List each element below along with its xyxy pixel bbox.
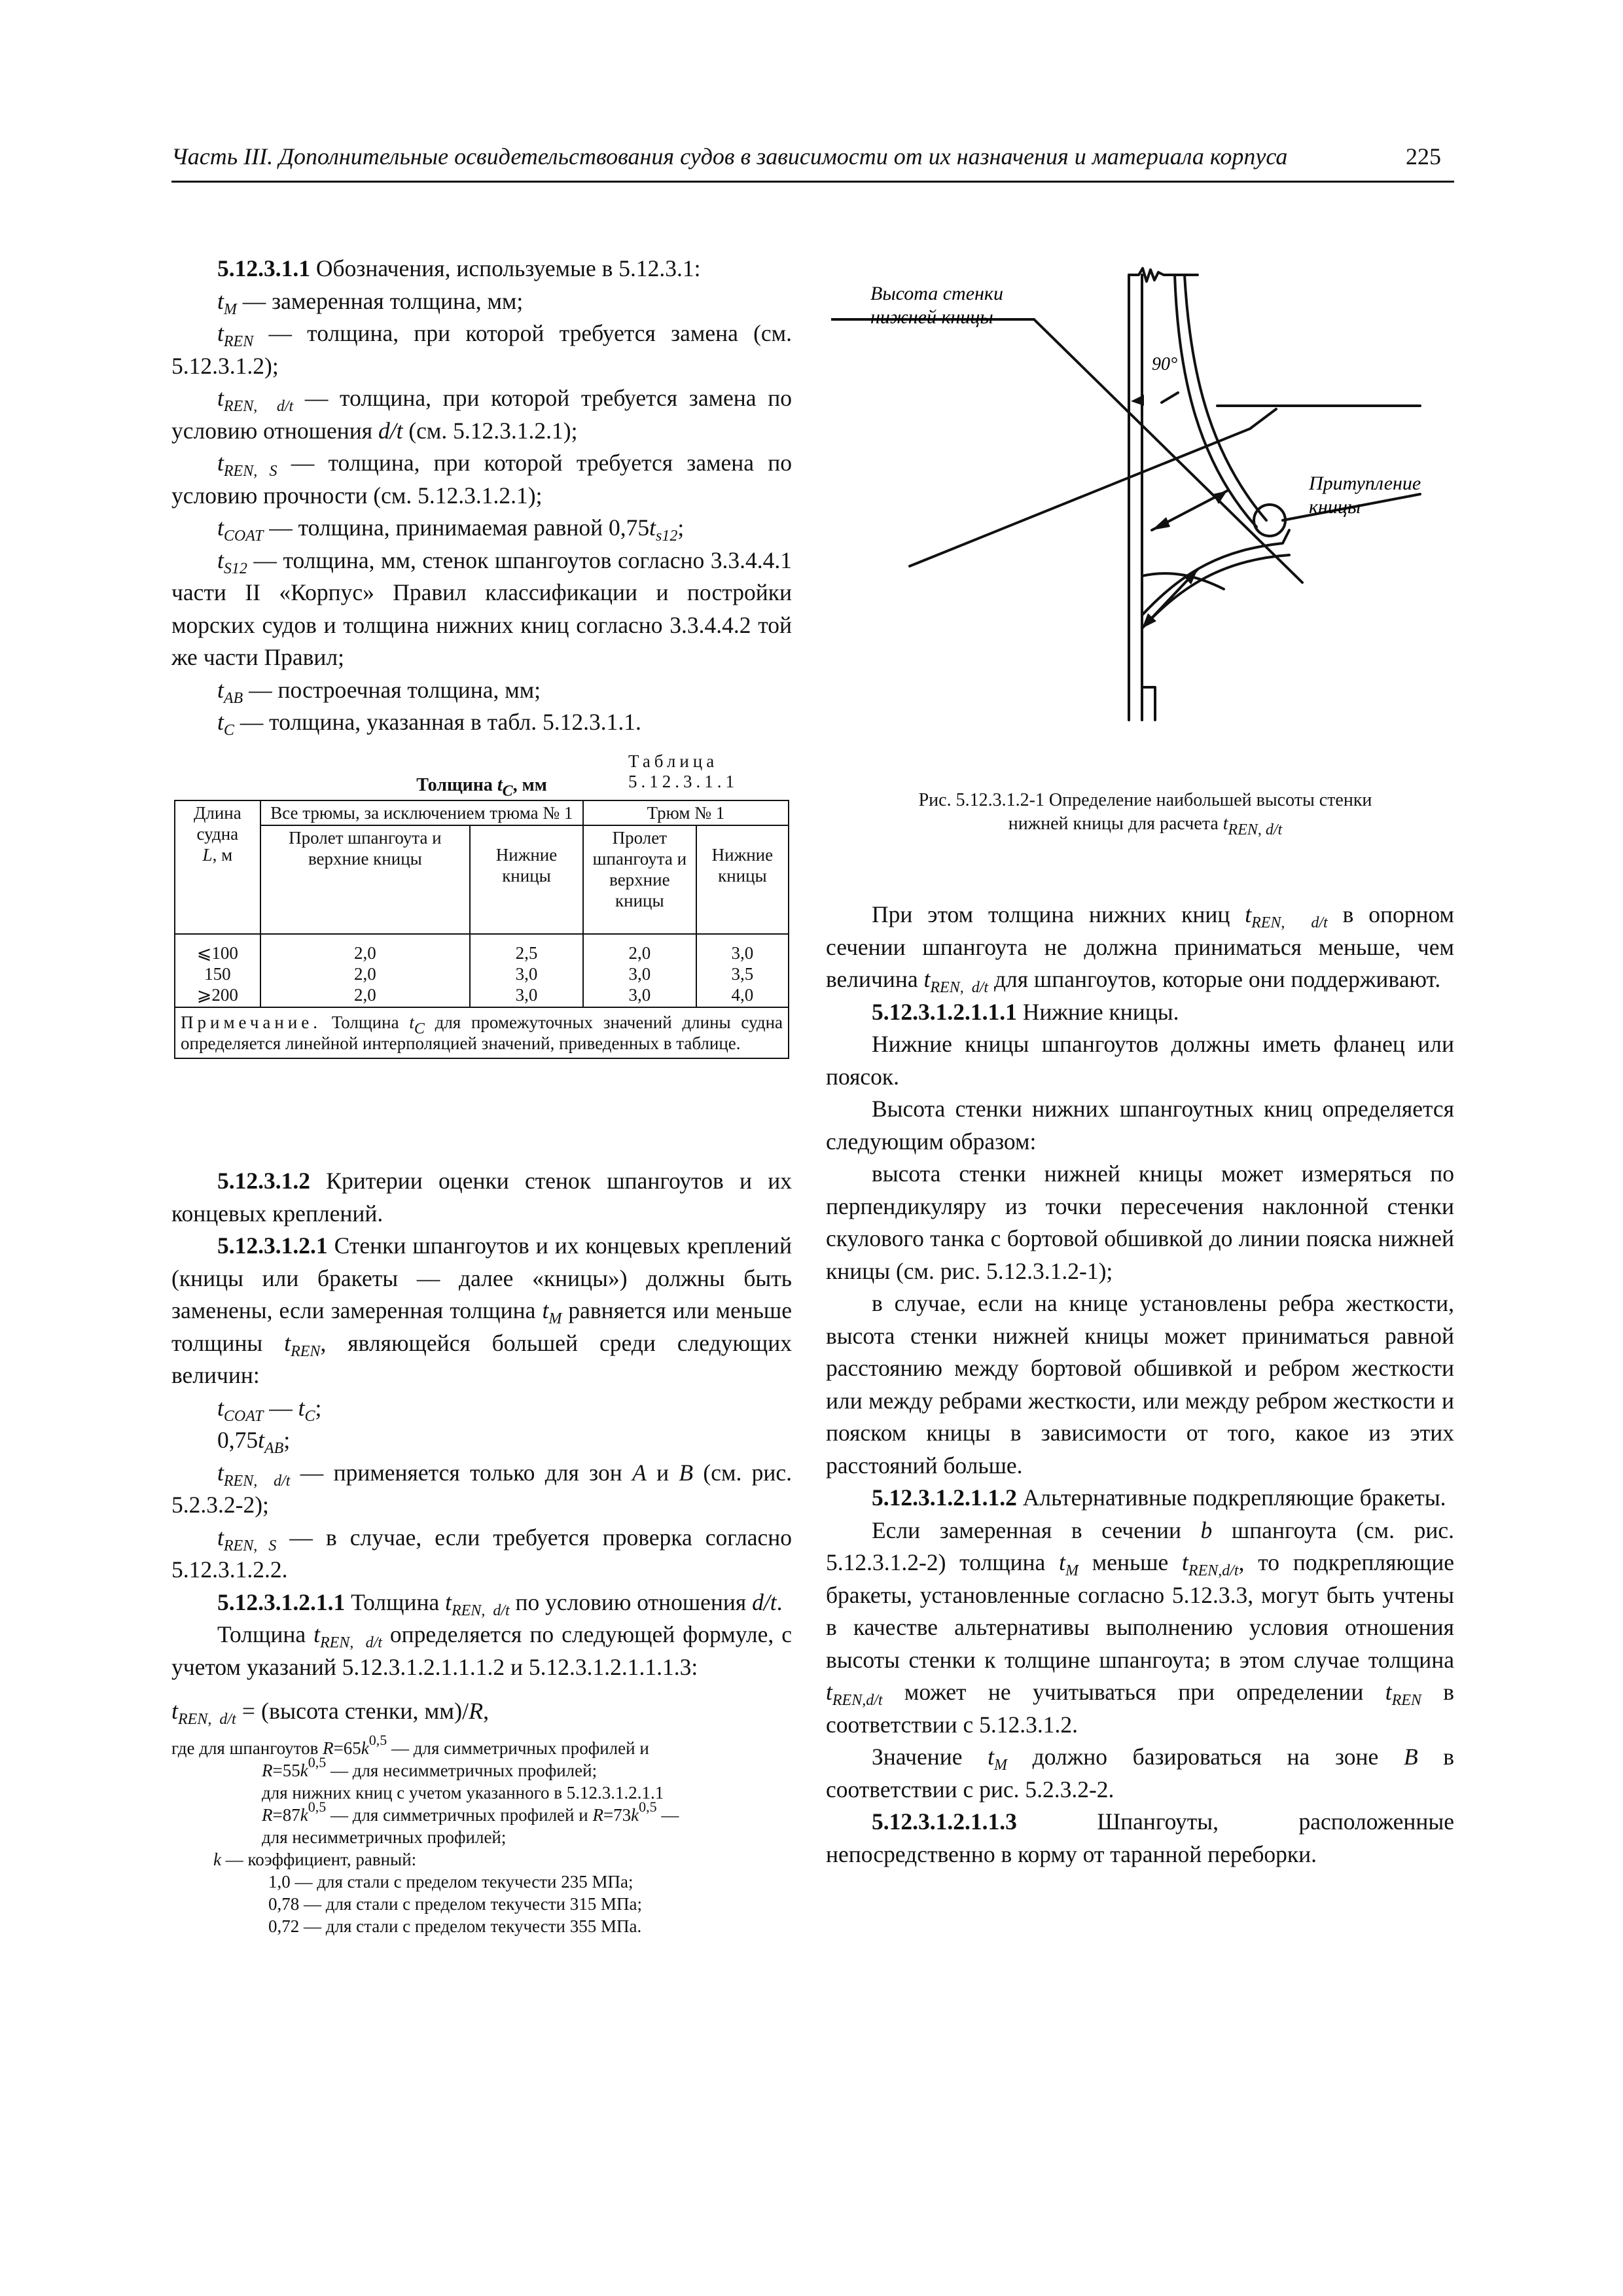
- th-lower-2: Нижние кницы: [696, 825, 789, 934]
- para-formula-intro: Толщина $t_{REN, d/t}$ определяется по следующей формуле, с учетом указаний 5.12.3.1.2.1.1.1.2 и 5.12.3.1.2.1.1.1.3:: [171, 1621, 792, 1680]
- def-tab: $t_{AB}$ — построечная толщина, мм;: [217, 676, 541, 707]
- th-span-upper-2: Пролет шпангоута и верхние кницы: [583, 825, 696, 934]
- fig-label-angle: 90°: [1152, 354, 1178, 374]
- page-number: 225: [1406, 143, 1441, 170]
- th-hold1: Трюм № 1: [583, 800, 789, 825]
- header-title: Часть III. Дополнительные освидетельствования судов в зависимости от их назначения и материала корпуса: [171, 143, 1288, 170]
- thickness-table: [174, 800, 789, 1059]
- list-075: $0,75t_{AB}$;: [217, 1427, 291, 1457]
- formula-notes: где для шпангоутов $R=65k^{0,5}$ — для симметричных профилей и $R=55k^{0,5}$ — для несимметричных профилей; для нижних книц с учетом указанного в 5.12.3.1.2.1.1 $R=87k^{0,5}$ — для симметричных профилей и $R=73k^{0,5}$ — для несимметричных профилей; k — коэффициент, равный: 1,0 — для стали с пределом текучести 235 МПа; 0,78 — для стали с пределом текучести 315 МПа; 0,72 — для стали с пределом текучести 355 МПа.: [171, 1731, 679, 1936]
- left-column-lower: [171, 1165, 792, 1937]
- para-5-12-3-1-2-1-1: 5.12.3.1.2.1.1 Толщина $t_{REN, d/t}$ по условию отношения d/t.: [217, 1588, 783, 1619]
- break-line: [1129, 268, 1198, 281]
- def-tren-s: $t_{REN, S}$ — толщина, при которой требуется замена по условию прочности (см. 5.12.3.1.2.1);: [171, 450, 793, 509]
- para-right-4: высота стенки нижней кницы может измеряться по перпендикуляру из точки пересечения наклонной стенки скулового танка с бортовой обшивкой до линии пояска нижней кницы (см. рис. 5.12.3.1.2-1);: [826, 1160, 1454, 1284]
- running-header: [171, 139, 1454, 183]
- para-5-12-3-1-2-1-1-1: 5.12.3.1.2.1.1.1 Нижние кницы.: [872, 998, 1179, 1025]
- para-5-12-3-1-2-1-1-3: 5.12.3.1.2.1.1.3 Шпангоуты, расположенные непосредственно в корму от таранной переборки.: [826, 1808, 1454, 1867]
- def-ts12: $t_{S12}$ — толщина, мм, стенок шпангоутов согласно 3.3.4.4.1 части II «Корпус» Правил классификации и постройки морских судов и толщина нижних книц согласно 3.3.4.4.2 той же части Правил;: [171, 547, 792, 670]
- inclined-line: [910, 429, 1250, 566]
- para-5-12-3-1-2-1-1-2: 5.12.3.1.2.1.1.2 Альтернативные подкрепляющие бракеты.: [872, 1484, 1446, 1511]
- para-right-5: в случае, если на книце установлены ребра жесткости, высота стенки нижней кницы может приниматься равной расстоянию между бортовой обшивкой и ребром жесткости или между ребрами жесткости, или между ребром жесткости и пояском кницы в зависимости от того, какое из этих расстояний больше.: [826, 1290, 1454, 1479]
- fig-label-blunt: Притупление кницы: [1309, 473, 1421, 518]
- def-tm: $t_M$ — замеренная толщина, мм;: [217, 287, 524, 318]
- th-all-holds: Все трюмы, за исключением трюма № 1: [260, 800, 583, 825]
- th-span-upper: Пролет шпангоута и верхние кницы: [260, 825, 470, 934]
- bracket-figure: [831, 262, 1459, 746]
- para-5-12-3-1-2: 5.12.3.1.2 Критерии оценки стенок шпангоутов и их концевых креплений.: [171, 1168, 792, 1227]
- table-title: Толщина $t_C$, мм: [416, 775, 547, 800]
- def-tc: $t_C$ — толщина, указанная в табл. 5.12.3.1.1.: [217, 709, 641, 739]
- def-tcoat: $t_{COAT}$ — толщина, принимаемая равной $0,75t_{s12}$;: [217, 514, 685, 545]
- para-5-12-3-1-2-1: 5.12.3.1.2.1 Стенки шпангоутов и их концевых креплений (кницы или бракеты — далее «кницы») должны быть заменены, если замеренная толщина $t_M$ равняется или меньше толщины $t_{REN}$, являющейся большей среди следующих величин:: [171, 1232, 792, 1388]
- left-column: [171, 253, 792, 739]
- para-right-1: При этом толщина нижних книц $t_{REN, d/t}$ в опорном сечении шпангоута не должна приниматься меньше, чем величина $t_{REN, d/t}$ для шпангоутов, которые они поддерживают.: [826, 901, 1455, 996]
- def-tren-dt: $t_{REN, d/t}$ — толщина, при которой требуется замена по условию отношения d/t (см. 5.12.3.1.2.1);: [171, 385, 792, 444]
- fig-label-height: Высота стенки нижней кницы: [870, 283, 1003, 328]
- def-tren: $t_{REN}$ — толщина, при которой требуется замена (см. 5.12.3.1.2);: [171, 320, 792, 379]
- list-dt: $t_{REN, d/t}$ — применяется только для зон A и B (см. рис. 5.2.3.2-2);: [171, 1459, 793, 1518]
- para-right-6: Если замеренная в сечении b шпангоута (см. рис. 5.12.3.1.2-2) толщина $t_M$ меньше $t_{REN,d/t}$, то подкрепляющие бракеты, установленные согласно 5.12.3.3, могут быть учтены в качестве альтернативы выполнению условия отношения высоты стенки к толщине шпангоута; в этом случае толщина $t_{REN,d/t}$ может не учитываться при определении $t_{REN}$ в соответствии с 5.12.3.1.2.: [826, 1516, 1455, 1738]
- formula: $t_{REN, d/t}$ = (высота стенки, мм)/R,: [171, 1698, 490, 1728]
- bracket-toe: [1254, 505, 1285, 536]
- table-note: Примечание. Толщина $t_C$ для промежуточных значений длины судна определяется линейной интерполяцией значений, приведенных в таблице.: [175, 1007, 789, 1058]
- th-lower: Нижние кницы: [470, 825, 583, 934]
- para-right-2: Нижние кницы шпангоутов должны иметь фланец или поясок.: [826, 1031, 1454, 1090]
- list-s: $t_{REN, S}$ — в случае, если требуется проверка согласно 5.12.3.1.2.2.: [171, 1524, 793, 1583]
- list-coat: $t_{COAT}$ — $t_C$;: [217, 1394, 322, 1425]
- table-row: ⩽100 150 ⩾200 2,0 2,0 2,0 2,5 3,0 3,0 2,0 3,0 3,0 3,0 3,5 4,0: [175, 934, 789, 1007]
- figure-caption: Рис. 5.12.3.1.2-1 Определение наибольшей высоты стенки нижней кницы для расчета $t_{REN, d/t}$: [918, 790, 1372, 838]
- para-5-12-3-1-1: 5.12.3.1.1 Обозначения, используемые в 5.12.3.1:: [217, 255, 701, 281]
- th-length: Длина судна L, м: [175, 800, 260, 934]
- para-right-7: Значение $t_M$ должно базироваться на зоне B в соответствии с рис. 5.2.3.2-2.: [826, 1744, 1455, 1803]
- right-column: [826, 899, 1454, 1871]
- table-label: Таблица 5.12.3.1.1: [628, 751, 738, 791]
- para-right-3: Высота стенки нижних шпангоутных книц определяется следующим образом:: [826, 1096, 1454, 1155]
